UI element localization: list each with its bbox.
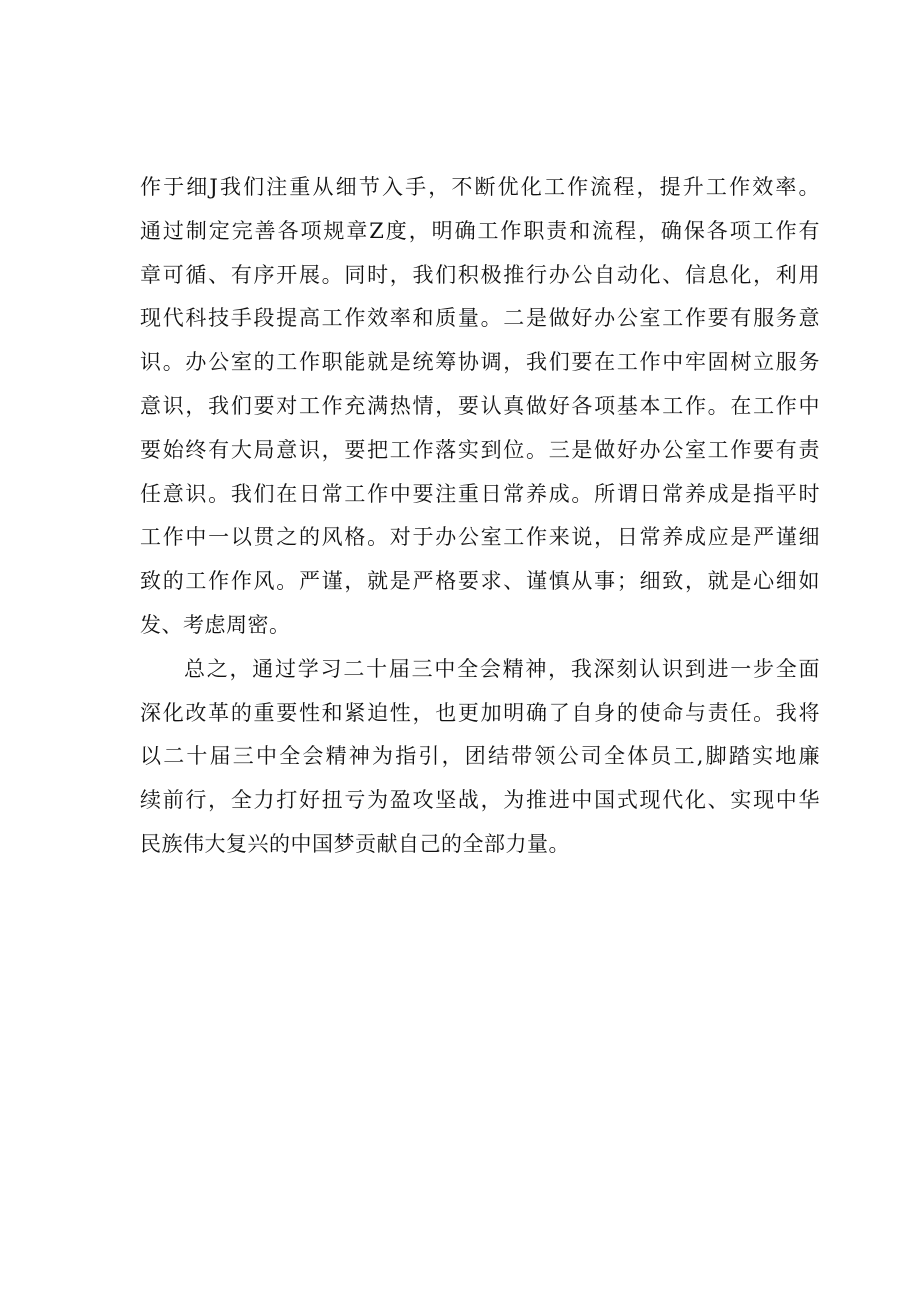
text-line: 现代科技手段提高工作效率和质量。二是做好办公室工作要有服务意 <box>140 306 820 331</box>
text-line: 要始终有大局意识，要把工作落实到位。三是做好办公室工作要有责 <box>140 437 820 462</box>
text-line: 致的工作作风。严谨，就是严格要求、谨慎从事；细致，就是心细如 <box>140 569 820 594</box>
text-line: 任意识。我们在日常工作中要注重日常养成。所谓日常养成是指平时 <box>140 481 820 506</box>
text-line: 以二十届三中全会精神为指引，团结带领公司全体员工,脚踏实地廉 <box>140 744 820 769</box>
text-line: 深化改革的重要性和紧迫性，也更加明确了自身的使命与责任。我将 <box>140 700 820 725</box>
text-line: 识。办公室的工作职能就是统筹协调，我们要在工作中牢固树立服务 <box>140 350 820 375</box>
text-line: 意识，我们要对工作充满热情，要认真做好各项基本工作。在工作中 <box>140 393 820 418</box>
text-line: 民族伟大复兴的中国梦贡献自己的全部力量。 <box>140 831 570 856</box>
text-line: 续前行，全力打好扭亏为盈攻坚战，为推进中国式现代化、实现中华 <box>140 788 820 813</box>
text-line: 通过制定完善各项规章Z度，明确工作职责和流程，确保各项工作有 <box>140 218 820 243</box>
body-text <box>140 166 820 867</box>
text-line: 章可循、有序开展。同时，我们积极推行办公自动化、信息化，利用 <box>140 262 820 287</box>
text-line: 作于细J我们注重从细节入手，不断优化工作流程，提升工作效率。 <box>140 175 820 199</box>
text-line: 总之，通过学习二十届三中全会精神，我深刻认识到进一步全面 <box>184 656 820 681</box>
text-line: 工作中一以贯之的风格。对于办公室工作来说，日常养成应是严谨细 <box>140 525 820 550</box>
text-line: 发、考虑周密。 <box>140 612 291 637</box>
